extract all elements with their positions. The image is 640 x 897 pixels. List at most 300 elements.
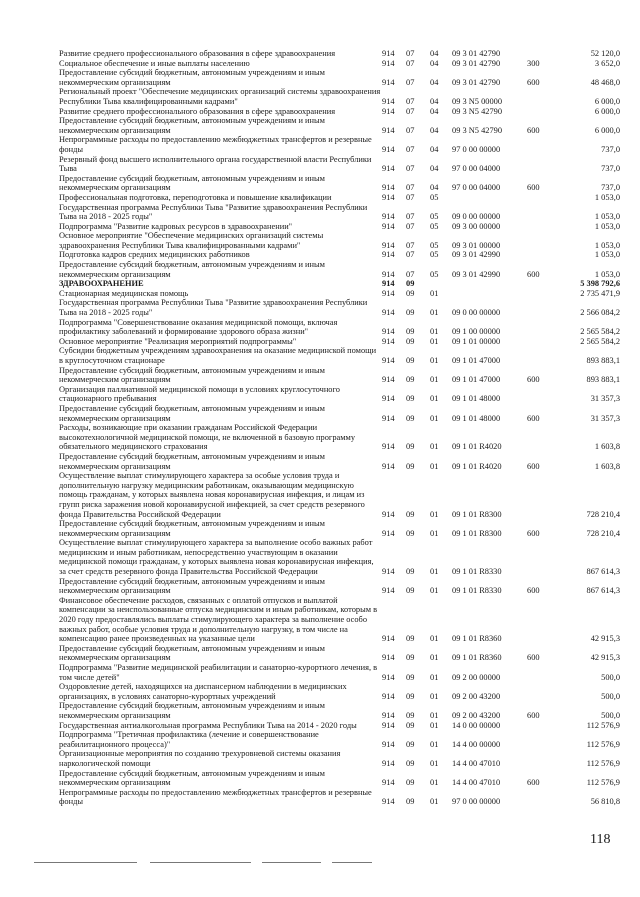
footer-rule	[332, 862, 372, 863]
row-name: Предоставление субсидий бюджетным, автономным учреждениям и иным некоммерческим организациям	[59, 116, 325, 135]
table-row	[59, 404, 620, 423]
row-subsection-code: 05	[430, 269, 439, 279]
row-expense-type: 600	[527, 461, 540, 471]
row-admin-code: 914	[382, 308, 395, 318]
row-section-code: 09	[406, 653, 415, 663]
table-row	[59, 701, 620, 720]
row-section-code: 07	[406, 221, 415, 231]
row-expense-type	[527, 721, 555, 731]
row-name: Подпрограмма "Третичная профилактика (лечение и совершенствование реабилитационного процесса)"	[59, 730, 319, 749]
row-admin-code: 914	[382, 164, 395, 174]
row-amount: 42 915,3	[590, 634, 620, 644]
row-expense-type: 600	[527, 125, 540, 135]
row-section-code: 07	[406, 164, 415, 174]
row-amount: 737,0	[601, 183, 620, 193]
row-name: Предоставление субсидий бюджетным, автономным учреждениям и иным некоммерческим организациям	[59, 403, 325, 423]
row-admin-code: 914	[382, 192, 395, 202]
row-name: Субсидии бюджетным учреждениям здравоохранения на оказание медицинской помощи в круглосуточном стационаре	[59, 346, 377, 365]
row-expense-type: 600	[527, 710, 540, 720]
row-name: Осуществление выплат стимулирующего характера за выполнение особо важных работ медицинским и иным работникам, непосредственно участвующим в оказании медицинской помощи гражданам, у которых выявлена новая коронавирусная инфекция, за счет средств резервного фонда Правительства Российской Федерации	[59, 538, 374, 577]
row-subsection-code: 01	[430, 710, 439, 720]
row-section-code: 09	[406, 461, 415, 471]
row-subsection-code: 01	[430, 336, 439, 346]
row-section-code: 07	[406, 49, 415, 58]
row-amount: 48 468,0	[590, 77, 620, 87]
row-target-article: 09 1 01 R8330	[452, 567, 502, 577]
row-expense-type: 600	[527, 586, 540, 596]
row-name: ЗДРАВООХРАНЕНИЕ	[59, 279, 144, 289]
row-target-article: 97 0 00 00000	[452, 797, 501, 807]
row-subsection-code: 01	[430, 442, 439, 452]
row-target-article: 97 0 00 00000	[452, 144, 501, 154]
table-row	[59, 346, 620, 365]
row-name: Расходы, возникающие при оказании гражданам Российской Федерации высокотехнологичной медицинской помощи, не включенной в базовую программу обязательного медицинского страхования	[59, 423, 356, 452]
table-row	[59, 721, 620, 731]
row-amount: 56 810,8	[590, 797, 620, 807]
row-amount: 893 883,1	[586, 375, 620, 385]
table-row	[59, 366, 620, 385]
table-row	[59, 155, 620, 174]
row-amount: 1 053,0	[594, 240, 620, 250]
table-row	[59, 519, 620, 538]
row-section-code: 07	[406, 125, 415, 135]
row-section-code: 09	[406, 720, 415, 730]
row-subsection-code: 01	[430, 461, 439, 471]
row-target-article: 14 4 00 00000	[452, 739, 501, 749]
row-admin-code: 914	[382, 710, 395, 720]
row-amount: 728 210,4	[586, 528, 620, 538]
row-admin-code: 914	[382, 634, 395, 644]
table-row	[59, 203, 620, 222]
table-row	[59, 68, 620, 87]
row-section-code: 09	[406, 336, 415, 346]
row-subsection-code: 04	[430, 58, 439, 68]
row-target-article: 09 3 N5 42790	[452, 106, 503, 116]
row-name: Региональный проект "Обеспечение медицинских организаций системы здравоохранения Республики Тыва квалифицированными кадрами"	[59, 87, 381, 106]
row-section-code: 07	[406, 269, 415, 279]
row-section-code: 09	[406, 634, 415, 644]
row-admin-code: 914	[382, 77, 395, 87]
row-expense-type	[527, 155, 555, 174]
row-target-article: 09 3 N5 00000	[452, 96, 503, 106]
row-section-code: 09	[406, 672, 415, 682]
row-target-article: 09 2 00 43200	[452, 710, 501, 720]
row-amount: 500,0	[601, 672, 620, 682]
row-admin-code: 914	[382, 279, 395, 289]
row-target-article: 14 4 00 47010	[452, 758, 501, 768]
row-amount: 893 883,1	[586, 356, 620, 365]
row-admin-code: 914	[382, 221, 395, 231]
row-expense-type	[527, 135, 555, 154]
row-subsection-code: 01	[430, 691, 439, 701]
table-row	[59, 385, 620, 404]
row-subsection-code: 01	[430, 672, 439, 682]
row-expense-type: 600	[527, 375, 540, 385]
row-admin-code: 914	[382, 125, 395, 135]
row-expense-type	[527, 663, 555, 682]
row-name: Предоставление субсидий бюджетным, автономным учреждениям и иным некоммерческим организациям	[59, 68, 325, 87]
table-row	[59, 644, 620, 663]
row-name: Предоставление субсидий бюджетным, автономным учреждениям и иным некоммерческим организациям	[59, 451, 325, 471]
row-name: Государственная антиалкогольная программа Республики Тыва на 2014 - 2020 годы	[59, 720, 357, 730]
row-target-article: 09 1 01 48000	[452, 394, 501, 404]
row-name: Организационные мероприятия по созданию трехуровневой системы оказания наркологической помощи	[59, 749, 341, 768]
row-subsection-code: 04	[430, 164, 439, 174]
row-target-article: 09 1 01 00000	[452, 336, 501, 346]
row-amount: 500,0	[601, 691, 620, 701]
row-name: Социальное обеспечение и иные выплаты населению	[59, 58, 250, 68]
table-row	[59, 423, 620, 452]
row-name: Предоставление субсидий бюджетным, автономным учреждениям и иным некоммерческим организациям	[59, 519, 325, 538]
row-admin-code: 914	[382, 653, 395, 663]
row-section-code: 09	[406, 758, 415, 768]
row-admin-code: 914	[382, 250, 395, 260]
table-row	[59, 318, 620, 337]
row-subsection-code: 05	[430, 192, 439, 202]
row-expense-type	[527, 49, 555, 59]
row-subsection-code: 01	[430, 653, 439, 663]
row-amount: 728 210,4	[586, 509, 620, 519]
row-admin-code: 914	[382, 394, 395, 404]
row-target-article: 09 1 01 47000	[452, 356, 501, 365]
row-section-code: 07	[406, 106, 415, 116]
row-expense-type	[527, 250, 555, 260]
row-section-code: 07	[406, 96, 415, 106]
row-expense-type	[527, 471, 555, 519]
row-subsection-code: 01	[430, 634, 439, 644]
row-amount: 112 576,9	[586, 720, 620, 730]
row-section-code: 09	[406, 691, 415, 701]
row-name: Государственная программа Республики Тыва "Развитие здравоохранения Республики Тыва на 2018 - 2025 годы"	[59, 298, 368, 318]
row-subsection-code: 01	[430, 528, 439, 538]
row-subsection-code: 05	[430, 240, 439, 250]
table-row	[59, 769, 620, 788]
row-subsection-code: 01	[430, 308, 439, 318]
table-row	[59, 174, 620, 193]
row-admin-code: 914	[382, 797, 395, 807]
row-subsection-code: 04	[430, 125, 439, 135]
row-admin-code: 914	[382, 144, 395, 154]
footer-rule	[34, 862, 137, 863]
row-admin-code: 914	[382, 356, 395, 365]
row-subsection-code: 01	[430, 586, 439, 596]
row-name: Государственная программа Республики Тыва "Развитие здравоохранения Республики Тыва на 2018 - 2025 годы"	[59, 202, 368, 222]
row-target-article: 14 0 00 00000	[452, 720, 501, 730]
table-row	[59, 116, 620, 135]
row-section-code: 09	[406, 739, 415, 749]
row-admin-code: 914	[382, 413, 395, 423]
row-name: Резервный фонд высшего исполнительного органа государственной власти Республики Тыва	[59, 154, 372, 174]
row-section-code: 07	[406, 58, 415, 68]
row-admin-code: 914	[382, 739, 395, 749]
budget-table	[59, 49, 620, 807]
row-amount: 52 120,0	[590, 49, 620, 58]
row-target-article: 09 3 01 42990	[452, 269, 501, 279]
row-expense-type: 600	[527, 269, 540, 279]
row-amount: 1 053,0	[594, 269, 620, 279]
row-expense-type	[527, 222, 555, 232]
row-section-code: 07	[406, 183, 415, 193]
row-section-code: 09	[406, 710, 415, 720]
table-row	[59, 749, 620, 768]
row-amount: 1 053,0	[594, 192, 620, 202]
row-section-code: 09	[406, 327, 415, 337]
row-expense-type	[527, 318, 555, 337]
table-row	[59, 107, 620, 117]
row-section-code: 09	[406, 797, 415, 807]
row-subsection-code: 01	[430, 288, 439, 298]
table-row	[59, 471, 620, 519]
table-row	[59, 452, 620, 471]
row-amount: 5 398 792,6	[580, 279, 620, 289]
row-expense-type: 600	[527, 77, 540, 87]
row-subsection-code: 05	[430, 212, 439, 222]
row-expense-type	[527, 385, 555, 404]
row-amount: 112 576,9	[586, 778, 620, 788]
row-target-article: 09 2 00 43200	[452, 691, 501, 701]
table-row	[59, 193, 620, 203]
table-row	[59, 538, 620, 576]
row-name: Стационарная медицинская помощь	[59, 288, 189, 298]
budget-table-body	[59, 49, 620, 807]
row-admin-code: 914	[382, 183, 395, 193]
row-subsection-code: 01	[430, 778, 439, 788]
row-target-article: 09 0 00 00000	[452, 308, 501, 318]
row-section-code: 09	[406, 413, 415, 423]
row-name: Непрограммные расходы по предоставлению межбюджетных трансфертов и резервные фонды	[59, 787, 372, 807]
row-expense-type: 600	[527, 653, 540, 663]
row-name: Подпрограмма "Развитие кадровых ресурсов в здравоохранении"	[59, 221, 293, 231]
row-target-article: 09 1 01 R8300	[452, 528, 502, 538]
row-section-code: 09	[406, 308, 415, 318]
row-expense-type	[527, 337, 555, 347]
row-section-code: 07	[406, 212, 415, 222]
row-section-code: 09	[406, 778, 415, 788]
row-amount: 112 576,9	[586, 758, 620, 768]
row-target-article: 09 1 01 R8360	[452, 634, 502, 644]
table-row	[59, 49, 620, 59]
row-admin-code: 914	[382, 691, 395, 701]
row-expense-type	[527, 279, 555, 289]
row-name: Развитие среднего профессионального образования в сфере здравоохранения	[59, 106, 336, 116]
row-name: Подготовка кадров средних медицинских работников	[59, 250, 250, 260]
row-name: Оздоровление детей, находящихся на диспансерном наблюдении в медицинских организациях, в условиях санаторно-курортных учреждений	[59, 682, 347, 701]
row-subsection-code	[430, 279, 452, 289]
row-name: Подпрограмма "Развитие медицинской реабилитации и санаторно-курортного лечения, в том числе детей"	[59, 663, 378, 682]
table-row	[59, 250, 620, 260]
row-expense-type	[527, 788, 555, 807]
table-row	[59, 279, 620, 289]
row-expense-type	[527, 749, 555, 768]
row-expense-type: 600	[527, 778, 540, 788]
row-expense-type: 600	[527, 413, 540, 423]
row-subsection-code: 05	[430, 221, 439, 231]
row-target-article: 97 0 00 04000	[452, 164, 501, 174]
row-name: Профессиональная подготовка, переподготовка и повышение квалификации	[59, 192, 332, 202]
row-amount: 6 000,0	[594, 106, 620, 116]
row-admin-code: 914	[382, 336, 395, 346]
row-subsection-code: 01	[430, 394, 439, 404]
row-expense-type	[527, 730, 555, 749]
row-target-article	[452, 289, 527, 299]
row-section-code: 09	[406, 509, 415, 519]
row-subsection-code: 05	[430, 250, 439, 260]
table-row	[59, 135, 620, 154]
row-subsection-code: 01	[430, 758, 439, 768]
row-amount: 737,0	[601, 144, 620, 154]
row-section-code: 09	[406, 586, 415, 596]
row-expense-type	[527, 682, 555, 701]
row-amount: 112 576,9	[586, 739, 620, 749]
table-row	[59, 260, 620, 279]
row-expense-type	[527, 107, 555, 117]
row-target-article: 09 1 01 R4020	[452, 442, 502, 452]
row-admin-code: 914	[382, 567, 395, 577]
row-subsection-code: 01	[430, 567, 439, 577]
row-subsection-code: 01	[430, 509, 439, 519]
row-amount: 500,0	[601, 710, 620, 720]
row-amount: 6 000,0	[594, 96, 620, 106]
row-target-article	[452, 193, 527, 203]
row-subsection-code: 01	[430, 356, 439, 365]
row-admin-code: 914	[382, 528, 395, 538]
table-row	[59, 596, 620, 644]
row-target-article	[452, 279, 527, 289]
table-row	[59, 682, 620, 701]
table-row	[59, 337, 620, 347]
row-amount: 1 053,0	[594, 212, 620, 222]
row-name: Подпрограмма "Совершенствование оказания медицинской помощи, включая профилактику заболеваний и формирование здорового образа жизни"	[59, 317, 338, 337]
row-section-code: 09	[406, 394, 415, 404]
row-subsection-code: 01	[430, 375, 439, 385]
table-row	[59, 289, 620, 299]
row-admin-code: 914	[382, 586, 395, 596]
footer-rule	[262, 862, 321, 863]
page-number: 118	[590, 832, 611, 847]
row-subsection-code: 04	[430, 183, 439, 193]
row-target-article: 09 1 01 47000	[452, 375, 501, 385]
row-target-article: 09 3 01 42790	[452, 49, 501, 58]
row-name: Предоставление субсидий бюджетным, автономным учреждениям и иным некоммерческим организациям	[59, 643, 325, 663]
row-target-article: 09 0 00 00000	[452, 212, 501, 222]
row-subsection-code: 01	[430, 413, 439, 423]
row-name: Предоставление субсидий бюджетным, автономным учреждениям и иным некоммерческим организациям	[59, 576, 325, 596]
row-amount: 1 053,0	[594, 221, 620, 231]
row-expense-type	[527, 87, 555, 106]
row-section-code: 07	[406, 250, 415, 260]
row-admin-code: 914	[382, 327, 395, 337]
table-row	[59, 231, 620, 250]
row-section-code: 09	[406, 567, 415, 577]
row-admin-code: 914	[382, 442, 395, 452]
row-target-article: 09 1 00 00000	[452, 327, 501, 337]
row-admin-code: 914	[382, 212, 395, 222]
row-subsection-code: 04	[430, 77, 439, 87]
row-target-article: 09 3 01 42990	[452, 250, 501, 260]
row-admin-code: 914	[382, 758, 395, 768]
row-target-article: 09 3 00 00000	[452, 221, 501, 231]
row-section-code: 09	[406, 288, 415, 298]
row-target-article: 97 0 00 04000	[452, 183, 501, 193]
row-admin-code: 914	[382, 106, 395, 116]
row-amount: 42 915,3	[590, 653, 620, 663]
row-expense-type	[527, 346, 555, 365]
row-expense-type	[527, 289, 555, 299]
row-expense-type	[527, 193, 555, 203]
row-name: Основное мероприятие "Реализация мероприятий подпрограммы"	[59, 336, 297, 346]
row-amount: 1 603,8	[594, 461, 620, 471]
row-admin-code: 914	[382, 672, 395, 682]
row-expense-type	[527, 298, 555, 317]
row-section-code: 09	[406, 442, 415, 452]
row-section-code: 09	[406, 528, 415, 538]
row-target-article: 09 2 00 00000	[452, 672, 501, 682]
row-name: Финансовое обеспечение расходов, связанных с оплатой отпусков и выплатой компенсации за неиспользованные отпуска медицинским и иным работникам, которым в 2020 году предоставлялись выплаты стимулирующего характера за выполнение особо важных работ, особые условия труда и дополнительную нагрузку, в том числе на компенсацию ранее произведенных на указанные цели	[59, 595, 378, 644]
row-admin-code: 914	[382, 240, 395, 250]
row-amount: 2 565 584,2	[580, 327, 620, 337]
row-amount: 1 603,8	[594, 442, 620, 452]
row-target-article: 09 3 01 00000	[452, 240, 501, 250]
row-name: Организация паллиативной медицинской помощи в условиях круглосуточного стационарного пребывания	[59, 384, 340, 404]
row-section-code: 07	[406, 77, 415, 87]
row-amount: 31 357,3	[590, 413, 620, 423]
row-admin-code: 914	[382, 375, 395, 385]
row-section-code: 09	[406, 279, 415, 289]
row-name: Основное мероприятие "Обеспечение медицинских организаций системы здравоохранения Республики Тыва квалифицированными кадрами"	[59, 231, 324, 250]
row-target-article: 14 4 00 47010	[452, 778, 501, 788]
footer-rule	[150, 862, 251, 863]
row-subsection-code: 04	[430, 144, 439, 154]
row-expense-type: 600	[527, 183, 540, 193]
row-target-article: 09 1 01 48000	[452, 413, 501, 423]
table-row	[59, 298, 620, 317]
row-amount: 867 614,3	[586, 586, 620, 596]
row-subsection-code: 01	[430, 720, 439, 730]
row-name: Предоставление субсидий бюджетным, автономным учреждениям и иным некоммерческим организациям	[59, 701, 325, 720]
table-row	[59, 577, 620, 596]
row-admin-code: 914	[382, 509, 395, 519]
row-admin-code: 914	[382, 778, 395, 788]
row-name: Предоставление субсидий бюджетным, автономным учреждениям и иным некоммерческим организациям	[59, 365, 325, 385]
row-amount: 2 735 471,9	[580, 288, 620, 298]
row-admin-code: 914	[382, 461, 395, 471]
row-section-code: 09	[406, 375, 415, 385]
row-subsection-code: 04	[430, 106, 439, 116]
row-target-article: 09 3 01 42790	[452, 77, 501, 87]
row-admin-code: 914	[382, 58, 395, 68]
row-amount: 6 000,0	[594, 125, 620, 135]
row-admin-code: 914	[382, 288, 395, 298]
row-expense-type	[527, 423, 555, 452]
row-expense-type	[527, 203, 555, 222]
row-name: Развитие среднего профессионального образования в сфере здравоохранения	[59, 49, 336, 58]
row-expense-type	[527, 231, 555, 250]
row-target-article: 09 1 01 R8330	[452, 586, 502, 596]
row-target-article: 09 1 01 R8360	[452, 653, 502, 663]
row-subsection-code: 04	[430, 96, 439, 106]
row-target-article: 09 3 01 42790	[452, 58, 501, 68]
row-subsection-code: 01	[430, 739, 439, 749]
row-name: Непрограммные расходы по предоставлению межбюджетных трансфертов и резервные фонды	[59, 135, 372, 154]
row-admin-code: 914	[382, 269, 395, 279]
row-target-article: 09 1 01 R4020	[452, 461, 502, 471]
row-amount: 1 053,0	[594, 250, 620, 260]
row-section-code: 07	[406, 240, 415, 250]
row-section-code: 09	[406, 356, 415, 365]
row-admin-code: 914	[382, 49, 395, 58]
row-name: Предоставление субсидий бюджетным, автономным учреждениям и иным некоммерческим организациям	[59, 768, 325, 788]
row-subsection-code: 04	[430, 49, 439, 58]
